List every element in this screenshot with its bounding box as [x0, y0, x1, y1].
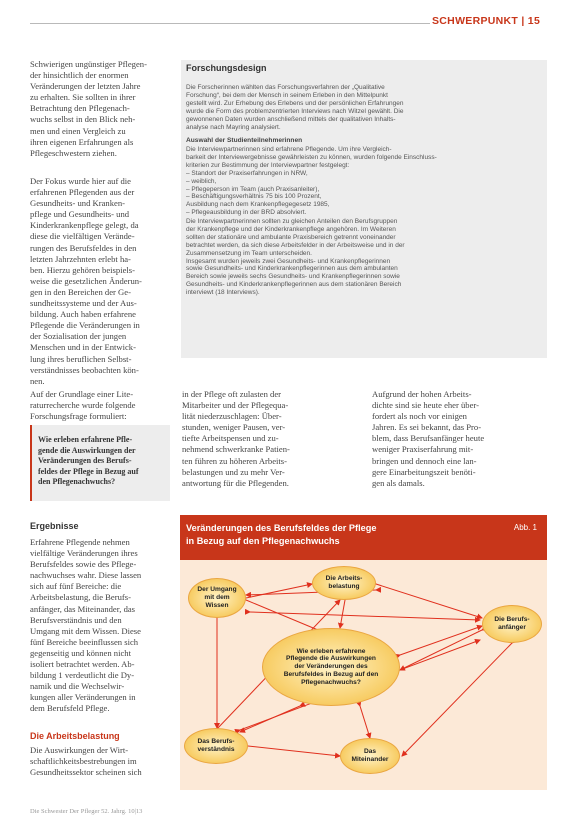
box-line: Die Interviewpartnerinnen sollten zu gleichen Anteilen den Berufsgruppen — [186, 218, 398, 225]
text-line: gen als damals. — [372, 477, 425, 488]
text-line: kungen aller Veränderungen in — [30, 692, 136, 703]
participants-criteria — [186, 146, 542, 217]
col2-paragraph — [182, 389, 352, 489]
text-line: in der Pflege oft zulasten der — [182, 389, 282, 399]
text-line: Aufgrund der hohen Arbeits- — [372, 389, 472, 399]
node-text: mit dem — [204, 594, 230, 602]
text-line: stunden, weniger Pausen, ver- — [182, 422, 286, 433]
text-line: Berufsfeldes sowie des Pflege- — [30, 559, 137, 570]
text-line: men und einen Vergleich zu — [30, 125, 126, 136]
box-line: Bereich sowie jeweils sechs Gesundheits- und Krankenpflegerinnen sowie — [186, 273, 400, 281]
research-question — [38, 435, 164, 488]
text-line: letzten Jahrzehnten erlebt ha- — [30, 253, 131, 264]
section-header: SCHWERPUNKT | 15 — [432, 15, 541, 27]
node-text: Das Berufs- — [197, 738, 235, 746]
relation-arrow — [376, 584, 482, 618]
text-line: fordert als noch vor einigen — [372, 411, 467, 422]
text-line: dichte sind sie heute eher über- — [372, 400, 479, 411]
box-line: Zusammensetzung im Team unterscheiden. — [186, 249, 312, 257]
node-togetherness — [340, 738, 400, 774]
text-line: Gesundheitssektor scheinen sich — [30, 767, 142, 778]
focus-paragraph — [30, 176, 158, 387]
box-line: wurde die Form des problemzentrierten Interviews nach Witzel gewählt. Die — [186, 107, 404, 115]
box-line: Ausbildung nach dem Krankenpflegegesetz 1985, — [186, 201, 330, 209]
box-line: – weiblich, — [186, 177, 217, 185]
text-line: sundheitssysteme und der Aus- — [30, 298, 137, 309]
text-line: weniger Praxiserfahrung mit- — [372, 444, 474, 455]
question-line: den Pflegenachwuchs? — [38, 477, 116, 486]
node-text: Das — [363, 748, 377, 756]
box-line: kriterien zur Bestimmung der Interviewpartner festgelegt: — [186, 161, 350, 169]
text-line: der hinsichtlich der enormen — [30, 70, 129, 81]
text-line: weise die gesetzlichen Änderun- — [30, 275, 142, 286]
text-line: vielfältige Veränderungen ihres — [30, 548, 138, 559]
text-line: der Sozialisation der jungen — [30, 331, 127, 342]
intro-paragraph — [30, 59, 158, 159]
text-line: dem Berufsfeld Pflege. — [30, 703, 110, 714]
text-line: Arbeitsbelastung, die Berufs- — [30, 592, 131, 603]
text-line: nehmend schwerkranke Patien- — [182, 444, 290, 455]
text-line: gere Einarbeitungszeit benöti- — [372, 466, 476, 477]
text-line: ihren eigenen Erfahrungen als — [30, 136, 134, 147]
figure-header — [180, 515, 547, 560]
relation-arrow — [246, 584, 312, 598]
workload-heading: Die Arbeitsbelastung — [30, 731, 120, 741]
box-line: der Krankenpflege und der Kinderkrankenpflege angehören. Im Weiteren — [186, 225, 396, 233]
text-line: Auf der Grundlage einer Lite- — [30, 389, 134, 399]
node-center-question — [262, 628, 400, 706]
relation-arrow — [340, 600, 345, 628]
node-text: Der Umgang — [197, 586, 237, 594]
node-text: Die Berufs- — [494, 616, 530, 624]
box-line: – Pflegeausbildung in der BRD absolviert. — [186, 209, 307, 217]
research-design-title: Forschungsdesign — [186, 63, 267, 73]
box-line: Die Forscherinnen wählten das Forschungsverfahren der „Qualitative — [186, 84, 385, 91]
text-line: nen. — [30, 375, 45, 386]
text-line: Betrachtung den Pflegenach- — [30, 103, 130, 114]
results-paragraph — [30, 537, 170, 715]
node-text: Pflegenachwuchs? — [301, 678, 361, 686]
header-rule — [30, 23, 430, 24]
box-line: Forschung“, bei dem der Mensch in seinem Erleben in den Mittelpunkt — [186, 91, 388, 99]
box-line: sollten der stationäre und ambulante Praxisbereich getrennt voneinander — [186, 233, 396, 241]
text-line: Pflegeschwestern ziehen. — [30, 147, 117, 158]
text-line: tiefte Arbeitspensen und zu- — [182, 433, 279, 444]
text-line: Pflegende die Veränderungen in — [30, 320, 140, 331]
text-line: nachwuchses wahr. Diese lassen — [30, 570, 142, 581]
node-text: anfänger — [498, 624, 526, 631]
node-text: Wie erleben erfahrene — [296, 647, 366, 655]
text-line: lität niederzuschlagen: Über- — [182, 411, 282, 422]
text-line: blem, dass Berufsanfänger heute — [372, 433, 485, 444]
text-line: erfahrenen Pflegenden aus der — [30, 187, 135, 198]
text-line: ten führen zu höheren Arbeits- — [182, 455, 287, 466]
question-line: Wie erleben erfahrene Pfle- — [38, 435, 133, 444]
text-line: diese die vielfältigen Verände- — [30, 231, 135, 242]
question-line: Veränderungen des Berufs- — [38, 456, 132, 465]
participants-subheading: Auswahl der Studienteilnehmerinnen — [186, 137, 303, 144]
node-beginners — [482, 605, 542, 643]
relation-arrow — [400, 630, 482, 670]
figure-canvas — [180, 560, 547, 790]
relation-arrow — [248, 746, 340, 756]
text-line: rungen des Berufsfeldes in den — [30, 242, 137, 253]
figure-title-line1: Veränderungen des Berufsfeldes der Pflege — [186, 523, 377, 533]
text-line: fünf Bereiche beeinflussen sich — [30, 636, 139, 647]
text-line: Mitarbeiter und der Pflegequa- — [182, 400, 289, 411]
node-text: Pflegende die Auswirkungen — [286, 655, 376, 663]
text-line: Der Fokus wurde hier auf die — [30, 176, 131, 186]
text-line: sich auf fünf Bereiche: die — [30, 581, 122, 592]
research-question-lead — [30, 389, 170, 422]
text-line: belastungen und zu mehr Ver- — [182, 466, 285, 477]
node-text: Wissen — [205, 601, 229, 609]
text-line: Gesundheits- und Kranken- — [30, 198, 125, 209]
text-line: antwortung für die Pflegenden. — [182, 477, 289, 488]
text-line: verständnisses beobachten kön- — [30, 364, 139, 375]
figure-label: Abb. 1 — [513, 523, 537, 532]
box-line: barkeit der Interviewergebnisse gewährleisten zu können, wurden folgende Einschluss- — [186, 153, 437, 161]
results-heading: Ergebnisse — [30, 521, 79, 531]
participants-distribution — [186, 218, 542, 297]
text-line: ben. Hierzu gehören beispiels- — [30, 264, 135, 275]
text-line: bringen und dennoch eine lan- — [372, 455, 477, 466]
relation-arrow — [400, 626, 482, 655]
node-text: der Veränderungen des — [294, 663, 368, 671]
relation-arrow — [360, 706, 370, 738]
figure-title-line2: in Bezug auf den Pflegenachwuchs — [186, 536, 340, 546]
text-line: Jahren. Es sei bekannt, das Pro- — [372, 422, 482, 433]
box-line: – Beschäftigungsverhältnis 75 bis 100 Prozent, — [186, 193, 322, 201]
box-line: interviewt (18 Interviews). — [186, 289, 260, 297]
question-line: gende die Auswirkungen der — [38, 445, 136, 455]
text-line: Erfahrene Pflegende nehmen — [30, 537, 130, 547]
research-question-box — [30, 425, 170, 501]
text-line: bildung. Auch haben erfahrene — [30, 309, 136, 320]
text-line: lung ihres beruflichen Selbst- — [30, 353, 132, 364]
text-line: Kinderkrankenpflege gelegt, da — [30, 220, 139, 231]
text-line: Schwierigen ungünstiger Pflegen- — [30, 59, 147, 69]
text-line: Forschungsfrage formuliert: — [30, 411, 127, 422]
col3-paragraph — [372, 389, 547, 489]
text-line: gen in den Bereichen der Ge- — [30, 286, 131, 297]
node-text: belastung — [328, 583, 360, 590]
page-footer: Die Schwester Der Pfleger 52. Jahrg. 10|13 — [30, 808, 143, 815]
text-line: gegenseitig und können nicht — [30, 647, 131, 658]
node-self-image — [184, 728, 248, 764]
text-line: Berufsverständnis und den — [30, 614, 122, 625]
text-line: anfänger, das Miteinander, das — [30, 603, 136, 614]
text-line: namik und die Wechselwir- — [30, 681, 125, 692]
text-line: Die Auswirkungen der Wirt- — [30, 745, 129, 755]
box-line: – Standort der Praxiserfahrungen in NRW, — [186, 169, 308, 177]
node-knowledge — [188, 578, 246, 618]
box-line: gewonnenen Daten wurden anschließend mittels der qualitativen Inhalts- — [186, 115, 396, 123]
question-line: feldes der Pflege in Bezug auf — [38, 466, 139, 476]
node-text: Berufsfeldes in Bezug auf den — [283, 670, 379, 678]
text-line: Umgang mit dem Wissen. Diese — [30, 625, 141, 636]
box-line: betrachtet werden, da sich diese Arbeitsfelder in der Arbeitsweise und in der — [186, 241, 405, 249]
relation-arrow — [402, 643, 512, 756]
node-text: Die Arbeits- — [325, 575, 363, 583]
box-line: analyse nach Mayring analysiert. — [186, 123, 281, 131]
text-line: Menschen und in der Entwick- — [30, 342, 136, 353]
text-line: Veränderungen der letzten Jahre — [30, 81, 141, 92]
text-line: bildung 1 verdeutlicht die Dy- — [30, 670, 135, 681]
box-line: – Pflegeperson im Team (auch Praxisanleiter), — [186, 185, 320, 193]
text-line: raturrecherche wurde folgende — [30, 400, 136, 411]
box-line: Die Interviewpartnerinnen sind erfahrene Pflegende. Um ihre Vergleich- — [186, 146, 392, 153]
workload-paragraph — [30, 745, 170, 778]
box-line: sowie Gesundheits- und Kinderkrankenpflegerinnen aus dem ambulanten — [186, 265, 398, 273]
box-line: gestellt wird. Zur Erhebung des Erlebens und der persönlichen Erfahrungen — [186, 99, 404, 107]
node-text: verständnis — [197, 746, 235, 753]
node-workload — [312, 566, 376, 600]
text-line: pflege und Gesundheits- und — [30, 209, 130, 220]
text-line: wuchs selbst in den Blick neh- — [30, 114, 136, 125]
text-line: schaftlichkeitsbestrebungen im — [30, 756, 137, 767]
box-line: Gesundheits- und Kinderkrankenpflegerinnen aus dem stationären Bereich — [186, 281, 402, 289]
research-design-method — [186, 84, 542, 131]
text-line: zu erhalten. Sie sollten in ihrer — [30, 92, 136, 103]
box-line: Insgesamt wurden jeweils zwei Gesundheits- und Krankenpflegerinnen — [186, 257, 391, 265]
node-text: Miteinander — [351, 756, 389, 763]
text-line: isoliert betrachtet werden. Ab- — [30, 659, 135, 670]
